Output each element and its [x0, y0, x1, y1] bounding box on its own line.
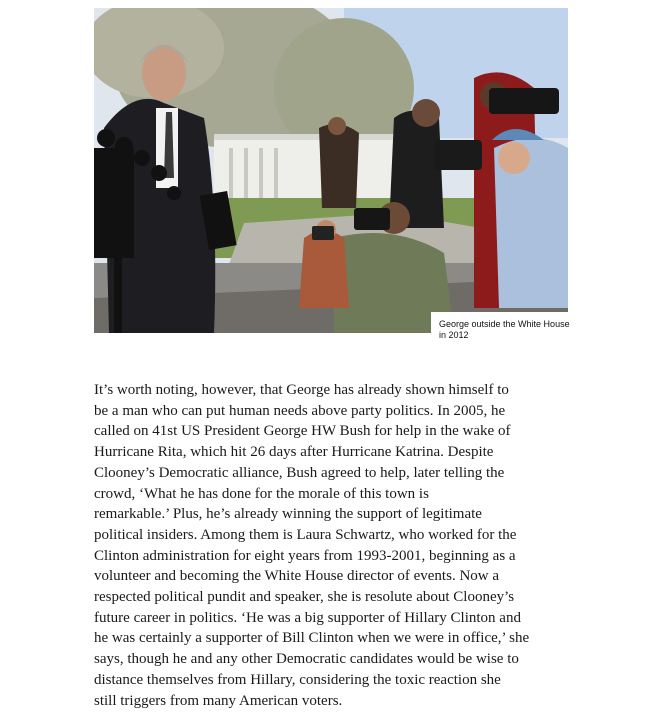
article-line: be a man who can put human needs above party politics. In 2005, he	[94, 402, 506, 419]
article-line: future career in politics. ‘He was a big supporter of Hillary Clinton and	[94, 609, 521, 626]
caption-line: George outside the White House	[439, 319, 570, 329]
article-line: It’s worth noting, however, that George has already shown himself to	[94, 382, 509, 398]
article-line: crowd, ‘What he has done for the morale of this town is	[94, 485, 429, 502]
article-line: distance themselves from Hillary, considering the toxic reaction she	[94, 671, 501, 688]
article-line: still triggers from many American voters.	[94, 692, 343, 709]
article-line: called on 41st US President George HW Bush for help in the wake of	[94, 423, 511, 440]
article-line: Clooney’s Democratic alliance, Bush agreed to help, later telling the	[94, 464, 505, 481]
article-line: remarkable.’ Plus, he’s already winning the support of legitimate	[94, 506, 482, 523]
article-line: he was certainly a supporter of Bill Clinton when we were in office,’ she	[94, 630, 530, 647]
article-line: political insiders. Among them is Laura Schwartz, who worked for the	[94, 526, 517, 543]
article-line: says, though he and any other Democratic candidates would be wise to	[94, 651, 519, 668]
press-photo	[94, 8, 568, 333]
article-line: volunteer and becoming the White House director of events. Now a	[94, 568, 500, 585]
caption-line: in 2012	[439, 330, 469, 340]
article-line: Clinton administration for eight years from 1993-2001, beginning as a	[94, 547, 516, 564]
article-line: Hurricane Rita, which hit 26 days after Hurricane Katrina. Despite	[94, 444, 494, 461]
article-line: respected political pundit and speaker, she is resolute about Clooney’s	[94, 589, 515, 606]
photo-caption	[439, 319, 609, 341]
article-body	[94, 380, 574, 711]
